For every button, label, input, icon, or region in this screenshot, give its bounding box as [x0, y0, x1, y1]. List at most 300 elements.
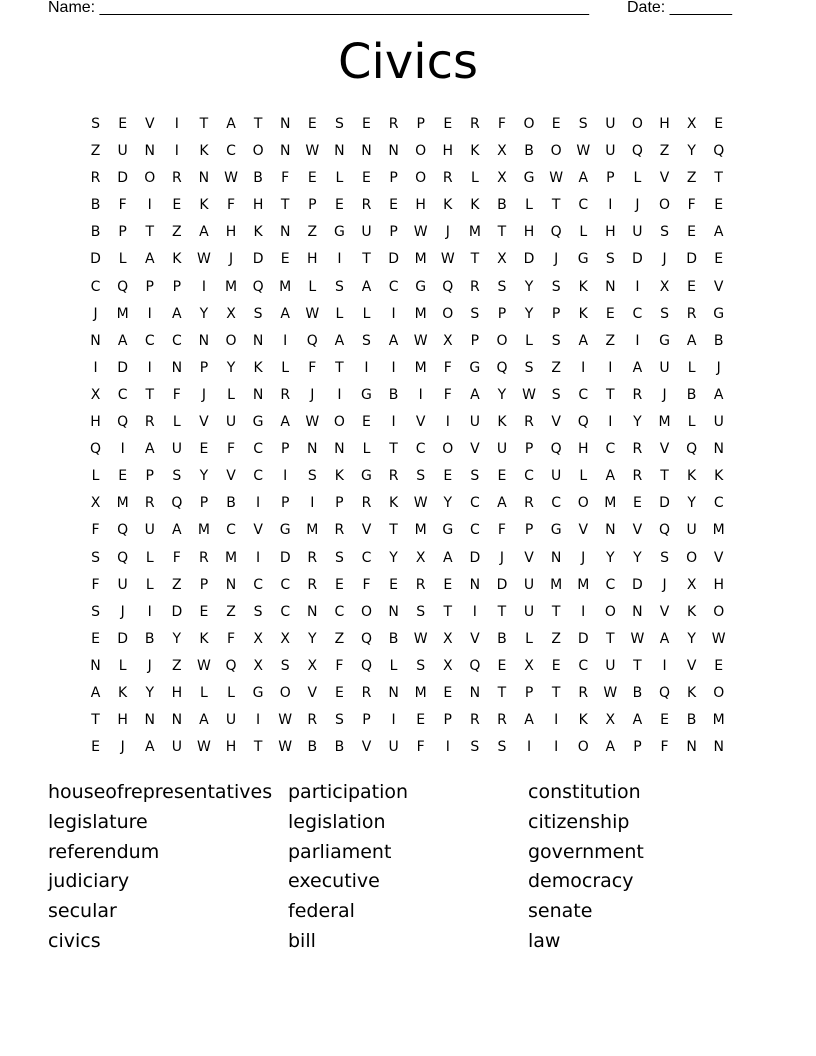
- grid-letter: U: [469, 414, 480, 431]
- grid-letter: L: [525, 630, 533, 647]
- grid-letter: U: [144, 522, 155, 539]
- grid-letter: F: [281, 170, 290, 187]
- grid-letter: P: [199, 495, 209, 512]
- grid-letter: D: [117, 630, 129, 647]
- grid-letter: Y: [145, 684, 155, 701]
- grid-letter: I: [337, 251, 342, 268]
- grid-letter: Q: [659, 684, 671, 701]
- grid-letter: K: [714, 468, 724, 485]
- grid-letter: O: [659, 197, 671, 214]
- grid-letter: O: [144, 170, 156, 187]
- grid-letter: L: [335, 170, 344, 187]
- grid-letter: B: [226, 495, 236, 512]
- grid-letter: Q: [360, 657, 372, 674]
- grid-letter: U: [496, 441, 508, 458]
- grid-letter: V: [470, 630, 480, 647]
- grid-letter: Z: [172, 224, 182, 241]
- grid-letter: Q: [225, 657, 237, 674]
- grid-letter: O: [415, 170, 427, 187]
- grid-letter: F: [308, 359, 317, 376]
- grid-letter: C: [469, 495, 480, 512]
- grid-letter: L: [525, 197, 533, 214]
- grid-letter: E: [307, 170, 317, 187]
- grid-letter: T: [633, 657, 642, 674]
- word-list-item: legislature: [48, 810, 148, 833]
- grid-letter: U: [225, 712, 237, 729]
- grid-letter: C: [578, 197, 589, 214]
- grid-letter: Q: [659, 522, 671, 539]
- grid-letter: I: [554, 739, 559, 756]
- grid-letter: N: [334, 143, 345, 160]
- grid-letter: K: [687, 603, 697, 620]
- grid-letter: V: [551, 414, 561, 431]
- grid-letter: P: [308, 197, 317, 214]
- grid-letter: T: [389, 522, 398, 539]
- grid-letter: N: [469, 684, 481, 701]
- grid-letter: P: [524, 441, 534, 458]
- grid-letter: R: [388, 116, 399, 132]
- grid-letter: P: [362, 712, 371, 729]
- grid-letter: D: [659, 495, 670, 512]
- grid-letter: L: [335, 305, 344, 322]
- grid-letter: R: [307, 549, 318, 566]
- grid-letter: P: [389, 170, 398, 187]
- grid-letter: S: [551, 386, 561, 403]
- grid-letter: L: [118, 251, 127, 268]
- grid-letter: A: [199, 224, 209, 241]
- grid-letter: T: [497, 684, 507, 701]
- grid-letter: B: [686, 712, 697, 729]
- word-list-item: judiciary: [48, 870, 130, 893]
- grid-letter: A: [470, 386, 480, 403]
- grid-letter: Q: [577, 414, 589, 431]
- grid-letter: T: [280, 197, 290, 214]
- grid-letter: J: [147, 657, 152, 674]
- grid-letter: S: [91, 603, 100, 620]
- grid-letter: S: [280, 657, 290, 674]
- grid-letter: G: [442, 522, 454, 539]
- grid-letter: I: [147, 197, 152, 214]
- grid-letter: I: [93, 359, 98, 376]
- grid-letter: F: [362, 576, 371, 593]
- grid-letter: N: [605, 522, 616, 539]
- grid-letter: L: [579, 468, 588, 485]
- grid-letter: C: [171, 332, 182, 349]
- grid-row: [82, 653, 732, 680]
- word-list-item: government: [528, 840, 644, 863]
- grid-letter: B: [686, 386, 697, 403]
- grid-letter: I: [391, 414, 396, 431]
- grid-letter: V: [307, 684, 318, 701]
- grid-letter: Q: [117, 522, 129, 539]
- word-list-item: executive: [288, 870, 380, 893]
- grid-letter: M: [712, 522, 725, 539]
- word-list-item: civics: [48, 929, 101, 952]
- grid-letter: H: [90, 414, 101, 431]
- grid-letter: L: [362, 305, 371, 322]
- grid-letter: R: [415, 576, 426, 593]
- grid-row: [82, 436, 732, 463]
- grid-letter: U: [605, 116, 616, 132]
- grid-letter: N: [90, 657, 101, 674]
- grid-letter: P: [470, 332, 480, 349]
- grid-letter: K: [497, 414, 507, 431]
- page-title: Civics: [338, 34, 478, 90]
- grid-letter: Q: [171, 495, 183, 512]
- grid-letter: H: [225, 224, 237, 241]
- grid-letter: T: [606, 386, 615, 403]
- grid-letter: J: [662, 386, 667, 403]
- grid-letter: K: [253, 224, 263, 241]
- grid-letter: E: [687, 278, 697, 295]
- grid-letter: E: [605, 305, 615, 322]
- grid-letter: P: [199, 359, 209, 376]
- grid-letter: Z: [226, 603, 236, 620]
- grid-letter: O: [252, 143, 264, 160]
- grid-letter: R: [497, 712, 507, 729]
- grid-letter: P: [280, 441, 290, 458]
- grid-letter: I: [201, 278, 206, 295]
- grid-letter: J: [581, 549, 586, 566]
- grid-letter: E: [714, 657, 724, 674]
- grid-letter: H: [225, 739, 237, 756]
- grid-letter: M: [658, 414, 671, 431]
- letter-grid: [82, 111, 732, 761]
- grid-letter: M: [604, 495, 617, 512]
- grid-letter: B: [497, 197, 507, 214]
- grid-letter: K: [118, 684, 128, 701]
- grid-letter: U: [713, 414, 724, 431]
- grid-letter: Z: [686, 170, 697, 187]
- grid-letter: E: [199, 441, 209, 458]
- grid-letter: Y: [606, 549, 615, 566]
- grid-letter: L: [308, 278, 317, 295]
- grid-letter: G: [659, 332, 670, 349]
- grid-letter: W: [197, 739, 211, 756]
- grid-letter: A: [578, 170, 589, 187]
- grid-letter: T: [253, 116, 263, 132]
- grid-letter: R: [632, 468, 643, 485]
- grid-letter: C: [253, 468, 263, 485]
- grid-letter: O: [604, 603, 616, 620]
- grid-letter: U: [605, 143, 616, 160]
- grid-letter: R: [361, 495, 372, 512]
- grid-letter: E: [443, 468, 453, 485]
- grid-letter: C: [713, 495, 724, 512]
- grid-letter: I: [472, 603, 477, 620]
- grid-letter: Q: [360, 630, 372, 647]
- grid-letter: R: [388, 468, 399, 485]
- grid-letter: C: [117, 386, 128, 403]
- grid-row: [82, 328, 732, 355]
- grid-letter: O: [225, 332, 237, 349]
- grid-letter: Z: [172, 576, 182, 593]
- grid-letter: Z: [334, 630, 345, 647]
- grid-letter: Y: [389, 549, 398, 566]
- grid-letter: E: [91, 739, 100, 756]
- grid-letter: T: [497, 224, 507, 241]
- grid-letter: P: [145, 278, 154, 295]
- grid-letter: C: [361, 549, 372, 566]
- word-list-item: participation: [288, 781, 409, 803]
- grid-letter: U: [632, 224, 643, 241]
- grid-letter: M: [279, 278, 292, 295]
- grid-letter: W: [522, 386, 536, 403]
- grid-letter: F: [226, 441, 236, 458]
- grid-letter: L: [389, 657, 398, 674]
- grid-letter: W: [413, 495, 428, 512]
- grid-letter: U: [117, 576, 128, 593]
- grid-letter: G: [577, 251, 589, 268]
- grid-letter: W: [440, 251, 455, 268]
- grid-letter: T: [335, 359, 344, 376]
- grid-letter: S: [253, 603, 263, 620]
- grid-letter: Q: [252, 278, 264, 295]
- grid-letter: C: [605, 576, 616, 593]
- grid-letter: W: [711, 630, 726, 647]
- grid-letter: T: [606, 630, 615, 647]
- grid-letter: D: [252, 251, 264, 268]
- grid-letter: I: [391, 305, 396, 322]
- grid-letter: G: [279, 522, 291, 539]
- grid-letter: R: [524, 495, 534, 512]
- grid-row: [82, 707, 732, 734]
- grid-letter: M: [197, 522, 210, 539]
- grid-letter: X: [253, 630, 263, 647]
- grid-letter: R: [307, 576, 318, 593]
- grid-letter: M: [550, 576, 563, 593]
- grid-letter: X: [659, 278, 670, 295]
- grid-letter: A: [388, 332, 399, 349]
- grid-letter: V: [659, 441, 670, 458]
- grid-letter: D: [171, 603, 183, 620]
- grid-letter: U: [605, 657, 616, 674]
- grid-letter: B: [144, 630, 155, 647]
- grid-letter: K: [578, 305, 588, 322]
- grid-letter: D: [632, 251, 643, 268]
- grid-letter: J: [120, 739, 125, 756]
- grid-letter: U: [551, 468, 562, 485]
- grid-letter: K: [443, 197, 453, 214]
- word-list-item: bill: [288, 929, 316, 952]
- grid-letter: S: [334, 549, 344, 566]
- grid-letter: Z: [551, 359, 561, 376]
- grid-letter: J: [228, 251, 234, 268]
- grid-letter: T: [551, 603, 561, 620]
- grid-letter: O: [279, 684, 291, 701]
- grid-letter: M: [116, 495, 129, 512]
- grid-letter: Y: [443, 495, 453, 512]
- grid-row: [82, 517, 732, 544]
- grid-letter: C: [524, 468, 534, 485]
- grid-letter: I: [418, 386, 423, 403]
- grid-letter: Y: [226, 359, 236, 376]
- grid-letter: X: [307, 657, 318, 674]
- grid-letter: R: [469, 278, 480, 295]
- grid-letter: M: [577, 576, 590, 593]
- grid-letter: A: [713, 224, 724, 241]
- grid-letter: H: [659, 116, 670, 132]
- grid-letter: P: [524, 684, 534, 701]
- grid-letter: Z: [659, 143, 670, 160]
- grid-letter: I: [608, 414, 613, 431]
- grid-letter: R: [686, 305, 697, 322]
- grid-letter: F: [416, 739, 425, 756]
- grid-letter: P: [416, 116, 425, 132]
- grid-letter: E: [118, 116, 128, 132]
- grid-letter: R: [578, 684, 589, 701]
- grid-letter: N: [144, 712, 155, 729]
- grid-letter: E: [687, 224, 697, 241]
- grid-letter: D: [577, 630, 589, 647]
- grid-letter: B: [713, 332, 724, 349]
- grid-row: [82, 138, 732, 165]
- grid-letter: L: [633, 170, 642, 187]
- grid-letter: O: [713, 603, 725, 620]
- grid-letter: V: [659, 603, 670, 620]
- grid-letter: W: [305, 305, 320, 322]
- grid-row: [82, 355, 732, 382]
- grid-row: [82, 301, 732, 328]
- grid-letter: C: [578, 386, 589, 403]
- grid-letter: I: [337, 386, 342, 403]
- grid-letter: F: [497, 522, 506, 539]
- grid-letter: I: [283, 332, 288, 349]
- grid-letter: J: [201, 386, 206, 403]
- grid-letter: F: [172, 549, 181, 566]
- word-list-item: houseofrepresentatives: [48, 781, 273, 803]
- grid-letter: N: [279, 116, 291, 132]
- grid-letter: M: [306, 522, 319, 539]
- grid-letter: E: [714, 197, 724, 214]
- grid-letter: T: [362, 251, 371, 268]
- grid-letter: T: [199, 116, 209, 132]
- grid-letter: E: [497, 468, 507, 485]
- grid-letter: V: [578, 522, 589, 539]
- grid-letter: D: [117, 359, 129, 376]
- grid-letter: J: [716, 359, 721, 376]
- grid-row: [82, 409, 732, 436]
- grid-letter: O: [713, 684, 725, 701]
- grid-letter: Y: [199, 305, 209, 322]
- word-list-item: referendum: [48, 840, 160, 863]
- grid-row: [82, 246, 732, 273]
- grid-letter: E: [416, 712, 426, 729]
- grid-letter: I: [120, 441, 125, 458]
- word-list-item: constitution: [528, 781, 641, 803]
- grid-letter: X: [90, 495, 101, 512]
- grid-letter: V: [361, 522, 372, 539]
- grid-letter: C: [144, 332, 155, 349]
- grid-letter: L: [687, 359, 696, 376]
- grid-letter: U: [361, 224, 372, 241]
- name-line: Name: _______________________________________________________: [48, 0, 589, 16]
- grid-letter: X: [524, 657, 534, 674]
- grid-letter: R: [334, 522, 345, 539]
- grid-letter: Y: [524, 278, 534, 295]
- grid-letter: V: [659, 170, 670, 187]
- grid-letter: A: [226, 116, 236, 132]
- grid-letter: E: [334, 684, 344, 701]
- grid-letter: S: [470, 468, 480, 485]
- grid-letter: F: [687, 197, 696, 214]
- grid-letter: F: [335, 657, 344, 674]
- grid-letter: N: [713, 441, 724, 458]
- grid-letter: A: [497, 495, 507, 512]
- grid-letter: K: [578, 278, 588, 295]
- grid-letter: A: [334, 332, 345, 349]
- grid-letter: E: [632, 495, 642, 512]
- grid-letter: E: [660, 712, 669, 729]
- grid-letter: N: [605, 278, 616, 295]
- grid-letter: K: [199, 197, 209, 214]
- grid-letter: Y: [524, 305, 534, 322]
- grid-letter: F: [443, 359, 452, 376]
- grid-letter: E: [362, 414, 371, 431]
- grid-letter: G: [415, 278, 427, 295]
- grid-letter: G: [361, 386, 372, 403]
- grid-letter: T: [389, 441, 398, 458]
- grid-letter: Q: [550, 441, 562, 458]
- grid-letter: V: [713, 549, 724, 566]
- grid-letter: R: [442, 170, 453, 187]
- grid-letter: A: [442, 549, 453, 566]
- grid-letter: J: [662, 251, 667, 268]
- grid-letter: S: [91, 116, 100, 132]
- grid-letter: N: [252, 386, 264, 403]
- grid-letter: X: [686, 576, 697, 593]
- grid-letter: E: [362, 116, 371, 132]
- grid-letter: Z: [605, 332, 616, 349]
- grid-letter: X: [90, 386, 101, 403]
- grid-letter: R: [90, 170, 101, 187]
- grid-letter: Y: [633, 549, 642, 566]
- grid-letter: C: [334, 603, 345, 620]
- grid-letter: L: [227, 386, 235, 403]
- grid-letter: U: [686, 522, 697, 539]
- word-list-item: secular: [48, 900, 117, 923]
- grid-letter: V: [632, 522, 643, 539]
- grid-letter: S: [334, 116, 344, 132]
- grid-letter: Z: [90, 143, 101, 160]
- grid-letter: I: [256, 495, 261, 512]
- grid-letter: G: [361, 468, 372, 485]
- grid-letter: X: [442, 630, 453, 647]
- grid-letter: C: [388, 278, 399, 295]
- grid-letter: C: [415, 441, 426, 458]
- grid-letter: H: [442, 143, 454, 160]
- grid-letter: L: [227, 684, 235, 701]
- grid-letter: C: [605, 441, 616, 458]
- word-list-item: federal: [288, 900, 355, 923]
- grid-letter: U: [117, 143, 128, 160]
- grid-letter: C: [226, 143, 236, 160]
- grid-letter: G: [252, 414, 264, 431]
- grid-letter: S: [416, 603, 426, 620]
- grid-letter: A: [713, 386, 724, 403]
- grid-letter: S: [362, 332, 371, 349]
- grid-letter: P: [280, 495, 290, 512]
- grid-letter: P: [389, 224, 398, 241]
- grid-letter: L: [91, 468, 100, 485]
- grid-letter: L: [172, 414, 181, 431]
- grid-letter: A: [172, 305, 182, 322]
- grid-letter: O: [550, 143, 562, 160]
- grid-letter: P: [199, 576, 209, 593]
- grid-letter: Y: [199, 468, 209, 485]
- grid-letter: T: [660, 468, 669, 485]
- grid-letter: L: [687, 414, 696, 431]
